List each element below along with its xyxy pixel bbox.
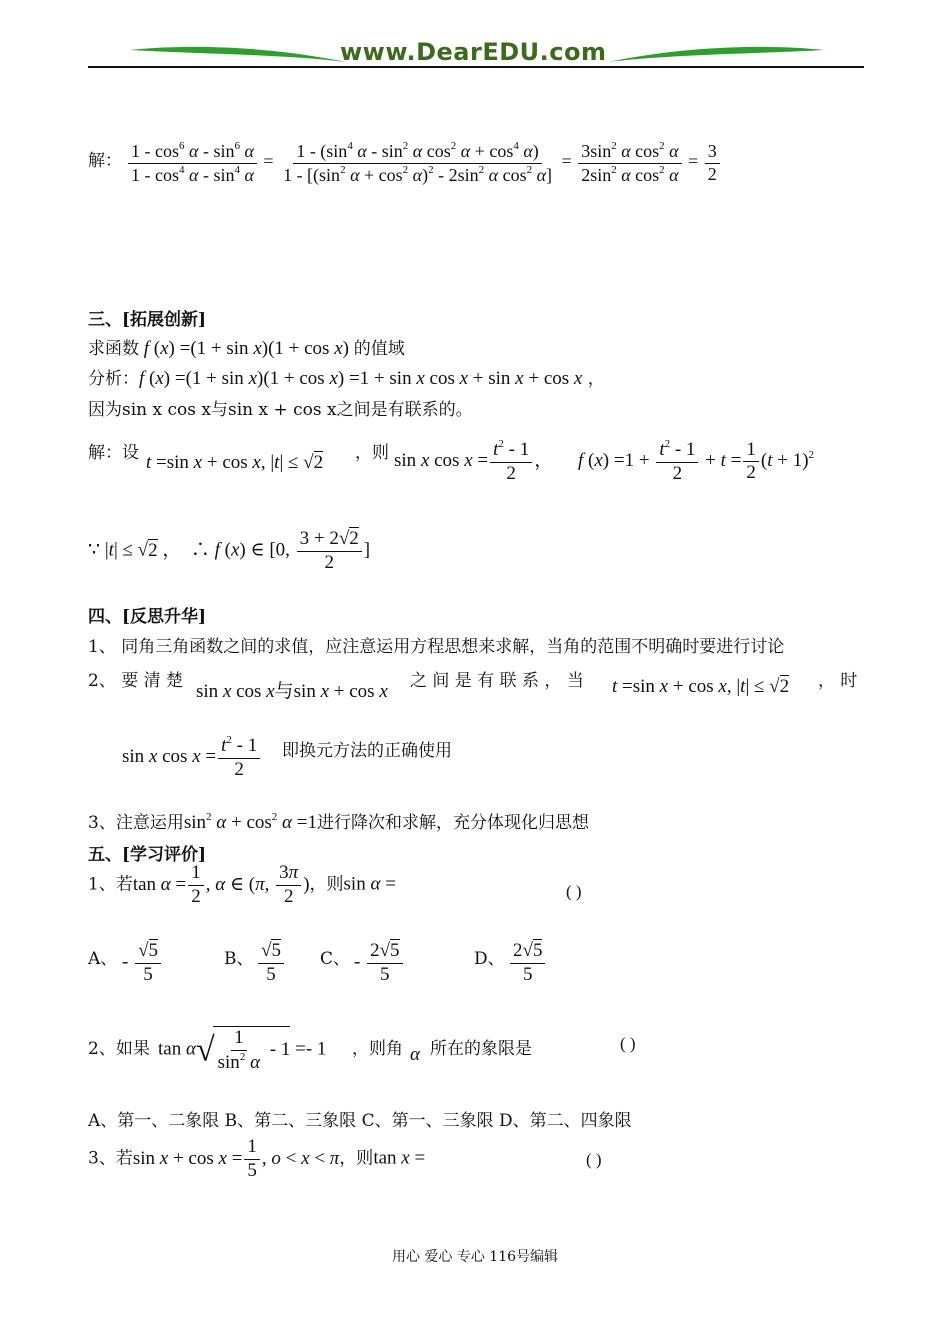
q1-option-d-label[interactable]: D、 (474, 949, 505, 969)
section3-problem: 求函数 f (x) =(1 + sin x)(1 + cos x) 的值域 (88, 338, 405, 359)
q2-answer-blank[interactable]: ( ) (620, 1034, 636, 1053)
section3-solution (88, 438, 139, 463)
sinxcosx-expression: sin x cos x = $\frac{t^2 - 1}{2}$ ， (394, 438, 554, 484)
q1-answer-blank[interactable]: ( ) (566, 882, 582, 901)
section3-title: 三、[拓展创新] (88, 310, 207, 330)
section4-title: 四、[反思升华] (88, 607, 207, 627)
q1-prefix: 1、若 (88, 874, 133, 895)
q2-expression: tan α√ $\frac{1}{\sin^2 \alpha}$ - 1 =- 1 (158, 1027, 327, 1073)
reflection-item-2a: 2、 要 清 楚 (88, 671, 184, 691)
q1-option-b-label[interactable]: B、 (224, 949, 254, 969)
q3-then: ，则 (339, 1148, 374, 1169)
item3-prefix: 3、注意运用 (88, 813, 184, 833)
q1-option-c-label[interactable]: C、 (320, 949, 351, 969)
q3-prefix: 3、若 (88, 1148, 133, 1169)
q2-mid: ，则角 (352, 1039, 403, 1059)
q2-suffix: 所在的象限是 (430, 1039, 532, 1059)
problem-suffix: 的值域 (353, 339, 405, 359)
q2-options[interactable]: A、第一、二象限 B、第二、三象限 C、第一、三象限 D、第二、四象限 (88, 1111, 632, 1131)
header-divider (88, 66, 864, 68)
problem-prefix: 求函数 (88, 339, 139, 359)
then-text: ，则 (355, 443, 389, 463)
item3-suffix: 进行降次和求解，充分体现化归思想 (317, 813, 589, 833)
section5-title: 五、[学习评价] (88, 845, 207, 865)
reflection-item-2b: 之 间 是 有 联 系 ， 当 (410, 671, 584, 691)
solution-equation: $\frac{1 - \cos^6 \alpha - \sin^6 \alpha}{1 - \cos^4 \alpha - \sin^4 \alpha}$ = $\frac{1 - (\sin^4 \alpha - \sin^2 \alpha \cos^2 \alpha + \cos^4 \alpha)}{1 - [(\sin^2 \alpha + \cos^2 \alpha)^2 - 2\sin^2 \alpha \cos^2 \alpha]}$ = $\frac{3\sin^2 \alpha \cos^2 \alpha}{2\sin^2 \alpha \cos^2 \alpha}$ = $\frac{3}{2}$ (126, 140, 722, 186)
section3-analysis: 分析：f (x) =(1 + sin x)(1 + cos x) =1 + sin x cos x + sin x + cos x ， (88, 368, 605, 389)
q1-option-a-label[interactable]: A、 (88, 949, 118, 969)
header-logo: www.DearEDU.com (340, 38, 607, 66)
solution-setup-label: 解：设 (88, 443, 139, 463)
question-3: 3、若sin x + cos x = $\frac{1}{5}$ , o < x < π，则tan x = (88, 1136, 426, 1181)
page-footer: 用心 爱心 专心 116号编辑 (391, 1249, 559, 1265)
q1-option-a-value: - $\frac{√5}{5}$ (122, 940, 163, 987)
analysis-prefix: 分析： (88, 369, 139, 389)
q1-then: ，则 (309, 874, 344, 895)
reflection-item-2-formula: sin x cos x = $\frac{t^2 - 1}{2}$ (122, 734, 262, 782)
reflection-item-2-expr: sin x cos x与sin x + cos x (196, 681, 388, 702)
header-swoosh-left (128, 40, 348, 66)
q2-prefix: 2、如果 (88, 1039, 150, 1059)
q2-alpha: α (410, 1044, 420, 1065)
reflection-item-2c: ， 时 (818, 671, 858, 691)
reflection-item-2d: 即换元方法的正确使用 (282, 741, 452, 761)
q1-option-b-value: $\frac{√5}{5}$ (256, 940, 286, 987)
header-swoosh-right (606, 40, 826, 66)
q1-option-d-value: $\frac{2√5}{5}$ (508, 940, 547, 987)
reflection-item-2-t: t =sin x + cos x, |t| ≤ √2 (612, 676, 790, 697)
question-1: 1、若tan α = $\frac{1}{2}$ , α ∈ (π, $\frac{3\pi}{2}$ )，则sin α = (88, 862, 396, 907)
solution-label: 解： (88, 151, 122, 171)
q3-answer-blank[interactable]: ( ) (586, 1150, 602, 1169)
section3-line3: 因为sin x cos x与sin x + cos x之间是有联系的。 (88, 400, 473, 420)
reflection-item-1: 1、 同角三角函数之间的求值，应注意运用方程思想来求解，当角的范围不明确时要进行讨论 (88, 637, 785, 657)
range-result: ∵ |t| ≤ √2 ， ∴ f (x) ∈ [0, $\frac{3 + 2√2}{2}$ ] (88, 528, 371, 573)
q1-option-c-value: - $\frac{2√5}{5}$ (354, 940, 405, 987)
reflection-item-3: 3、注意运用$\sin^2 \alpha + \cos^2 \alpha =1$进行降次和求解，充分体现化归思想 (88, 811, 589, 833)
fx-in-t: f (x) =1 + $\frac{t^2 - 1}{2}$ + t = $\frac{1}{2}$ $(t + 1)^2$ (578, 438, 815, 484)
substitution-t: t =sin x + cos x, |t| ≤ √2 (146, 452, 324, 473)
